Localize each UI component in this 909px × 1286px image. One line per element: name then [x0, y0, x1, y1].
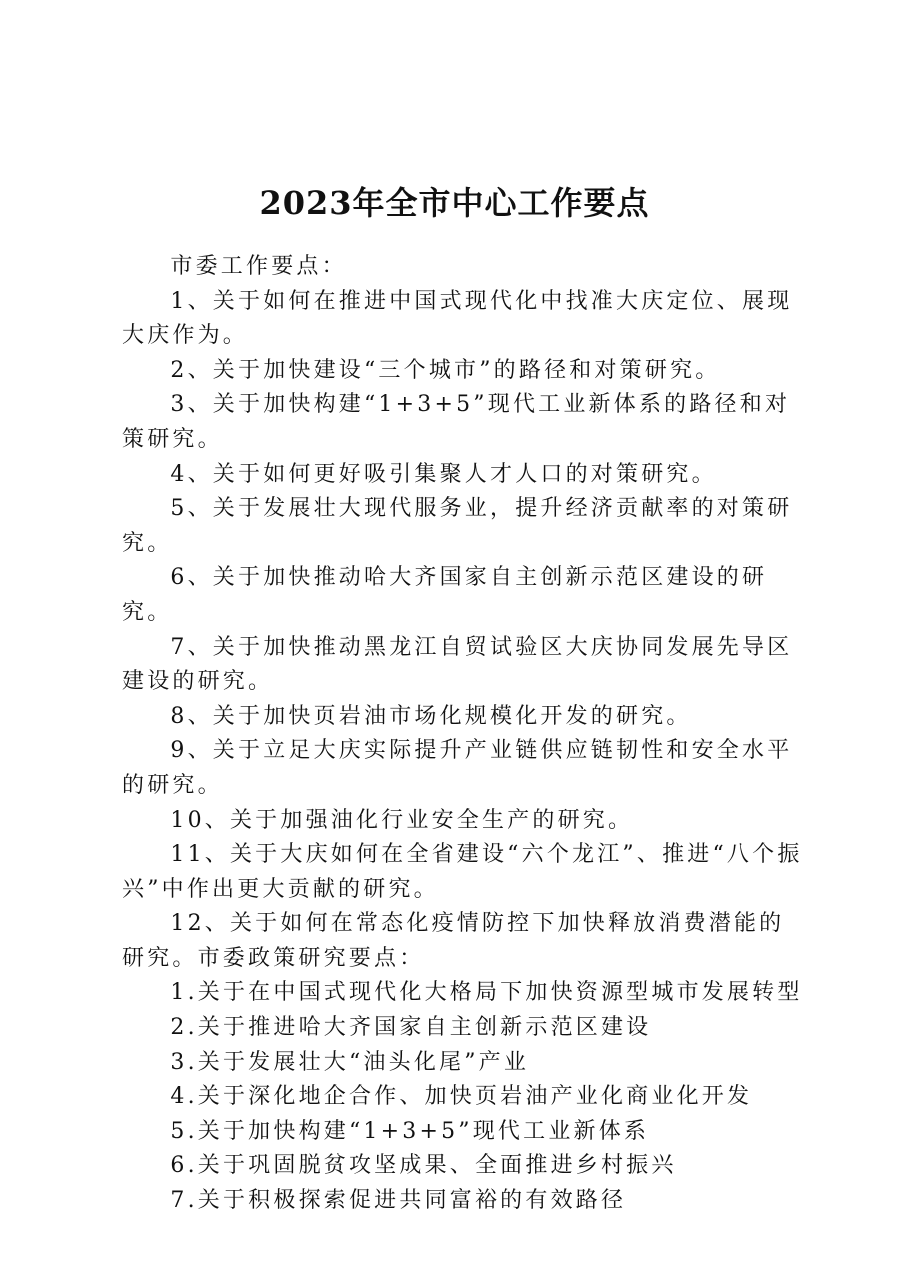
policy-item: 5.关于加快构建“1+3+5”现代工业新体系 [170, 1118, 650, 1144]
paragraph-item: 10、关于加强油化行业安全生产的研究。 [170, 807, 634, 833]
paragraph-item: 4、关于如何更好吸引集聚人才人口的对策研究。 [170, 461, 717, 487]
policy-item: 4.关于深化地企合作、加快页岩油产业化商业化开发 [170, 1084, 753, 1110]
policy-item: 3.关于发展壮大“油头化尾”产业 [170, 1049, 530, 1075]
paragraph-item: 12、关于如何在常态化疫情防控下加快释放消费潜能的研究。市委政策研究要点： [122, 911, 785, 971]
paragraph-item: 9、关于立足大庆实际提升产业链供应链韧性和安全水平的研究。 [122, 738, 793, 798]
policy-item: 1.关于在中国式现代化大格局下加快资源型城市发展转型 [170, 980, 803, 1006]
paragraph-item: 7、关于加快推动黑龙江自贸试验区大庆协同发展先导区建设的研究。 [122, 634, 793, 695]
paragraph-item: 8、关于加快页岩油市场化规模化开发的研究。 [170, 703, 692, 729]
policy-item: 7.关于积极探索促进共同富裕的有效路径 [170, 1188, 627, 1214]
paragraph-item: 5、关于发展壮大现代服务业，提升经济贡献率的对策研究。 [122, 496, 793, 556]
paragraph-heading-1: 市委工作要点： [170, 254, 347, 279]
paragraph-item: 6、关于加快推动哈大齐国家自主创新示范区建设的研究。 [122, 565, 768, 625]
document-title: 2023年全市中心工作要点 [259, 184, 650, 223]
policy-item: 2.关于推进哈大齐国家自主创新示范区建设 [170, 1015, 652, 1041]
policy-item: 6.关于巩固脱贫攻坚成果、全面推进乡村振兴 [170, 1153, 677, 1179]
paragraph-item: 2、关于加快建设“三个城市”的路径和对策研究。 [170, 357, 721, 383]
paragraph-item: 1、关于如何在推进中国式现代化中找准大庆定位、展现大庆作为。 [122, 288, 793, 349]
paragraph-item: 3、关于加快构建“1+3+5”现代工业新体系的路径和对策研究。 [122, 392, 791, 452]
paragraph-item: 11、关于大庆如何在全省建设“六个龙江”、推进“八个振兴”中作出更大贡献的研究。 [122, 842, 803, 902]
document-body [122, 250, 804, 1219]
